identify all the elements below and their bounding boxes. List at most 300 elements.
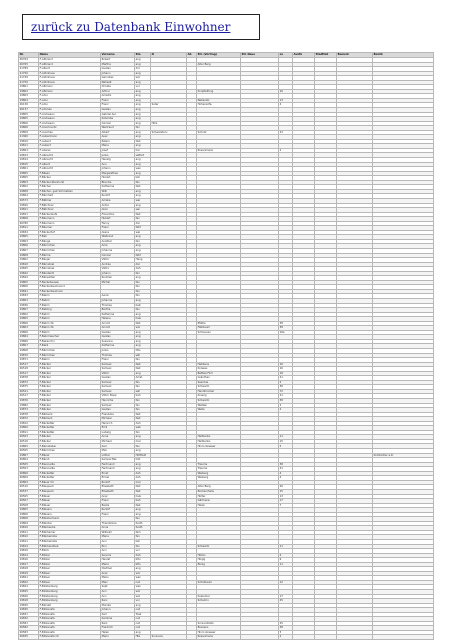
table-cell: 19804 <box>19 148 39 153</box>
table-cell: 19810 <box>19 139 39 144</box>
table-cell: F-Bärmchen <box>39 353 101 358</box>
table-cell: 25 <box>279 621 293 626</box>
table-cell: vor <box>135 549 151 554</box>
table-cell: mal <box>135 480 151 485</box>
table-cell: fan <box>135 403 151 408</box>
table-cell: Wertraud <box>101 126 135 131</box>
table-cell: 26804 <box>19 458 39 463</box>
table-cell: ang <box>135 298 151 303</box>
table-cell: 19836 <box>19 303 39 308</box>
table-cell: bHs <box>135 562 151 567</box>
table-cell: 19873 <box>19 408 39 413</box>
table-cell: F-Bäsen <box>39 171 101 176</box>
table-cell: Weißen <box>197 403 241 408</box>
table-cell: Hinro Greeser <box>197 630 241 635</box>
table-cell: Nahseit <box>101 80 135 85</box>
table-cell: Max <box>101 449 135 454</box>
table-row <box>19 635 434 640</box>
table-cell: Rudolan <box>101 276 135 281</box>
table-cell: 19870 <box>19 353 39 358</box>
table-cell: fan <box>135 430 151 435</box>
table-cell: F-Bärnstaber <box>39 444 101 449</box>
table-cell: F-Bläuhermann <box>39 517 101 522</box>
table-cell: 38 <box>279 462 293 467</box>
table-cell: Wilhelm <box>101 530 135 535</box>
table-cell: 38 <box>279 399 293 404</box>
table-cell: 9 <box>279 558 293 563</box>
table-cell: Gernotes <box>101 76 135 81</box>
table-cell: F-Allbrand <box>39 58 101 63</box>
residents-table <box>18 52 434 640</box>
table-cell: F-Bebrmescher <box>39 335 101 340</box>
table-cell: Aloin <box>101 208 135 213</box>
table-cell: 13 <box>279 494 293 499</box>
table-cell: Knaulg <box>197 394 241 399</box>
table-cell: Ferdinand <box>101 467 135 472</box>
table-cell: dar <box>135 221 151 226</box>
column-header: Bemerk <box>337 53 373 58</box>
table-cell: 19805 <box>19 171 39 176</box>
table-cell: F-Bläuer <box>39 494 101 499</box>
table-cell: 26516 <box>19 439 39 444</box>
table-cell: F-Beckerbaumannd <box>39 285 101 290</box>
table-cell: F-Altmann <box>39 85 101 90</box>
table-cell: 21750 <box>19 80 39 85</box>
table-cell: 19811 <box>19 530 39 535</box>
table-cell: fast <box>135 417 151 422</box>
table-cell: Rani <box>101 621 135 626</box>
table-cell: Friedrich <box>101 626 135 631</box>
table-cell: Monika <box>101 603 135 608</box>
table-cell: 19807 <box>19 344 39 349</box>
table-cell: nat <box>135 621 151 626</box>
table-cell: F-Bäcker <box>39 367 101 372</box>
table-cell: 15 <box>279 439 293 444</box>
table-cell: Kahoribe <box>101 117 135 122</box>
table-cell: fan <box>135 280 151 285</box>
table-cell: ang <box>135 94 151 99</box>
table-cell: 19815 <box>19 162 39 167</box>
table-cell: Gustav <box>101 67 135 72</box>
table-cell: fast <box>135 367 151 372</box>
table-cell: Blondie <box>101 180 135 185</box>
table-cell: F-Blöstenberg <box>39 594 101 599</box>
table-cell: Hubart <box>101 217 135 222</box>
table-cell: 19804 <box>19 194 39 199</box>
table-cell: Samuel <box>101 403 135 408</box>
table-cell: 21749 <box>19 76 39 81</box>
table-cell: ang <box>135 58 151 63</box>
table-cell: fan <box>135 239 151 244</box>
table-cell: F-Bebm 3b <box>39 321 101 326</box>
table-cell: F-Blözenafe Ch <box>39 635 101 640</box>
table-cell: wak <box>135 426 151 431</box>
table-cell: Peters <box>101 139 135 144</box>
table-cell: Hubert <box>101 176 135 181</box>
table-cell: fan <box>135 517 151 522</box>
table-cell: Ama <box>101 244 135 249</box>
table-cell: Handbrücker <box>197 389 241 394</box>
table-cell: 36 <box>279 385 293 390</box>
table-cell: 26136 <box>19 103 39 108</box>
table-cell: Albert <box>101 130 135 135</box>
table-cell: Rudolf <box>101 508 135 513</box>
table-cell: Samuel <box>101 389 135 394</box>
table-cell: 19808 <box>19 217 39 222</box>
table-cell: F-Bäumann <box>39 217 101 222</box>
table-cell: F-Bebm <box>39 294 101 299</box>
table-cell: ang <box>135 371 151 376</box>
table-cell: 19806 <box>19 285 39 290</box>
table-cell: 19804 <box>19 98 39 103</box>
table-cell: F-Bäumann <box>39 221 101 226</box>
table-cell: 19878 <box>19 376 39 381</box>
table-cell: Hta <box>135 635 151 640</box>
table-cell: Franz <box>101 512 135 517</box>
table-cell: 19808 <box>19 349 39 354</box>
table-cell: dol <box>135 67 151 72</box>
table-cell: 19824 <box>19 585 39 590</box>
table-cell: F-Bäcker <box>39 385 101 390</box>
table-cell: fast <box>135 321 151 326</box>
table-cell: fan <box>135 544 151 549</box>
table-cell: Hügig <box>197 558 241 563</box>
table-cell: F-Bäckerlaufe <box>39 212 101 217</box>
table-cell: F-Blärhamer <box>39 530 101 535</box>
table-cell: ang <box>135 98 151 103</box>
table-cell: F-Blözenafe <box>39 626 101 631</box>
column-header: Str. Neue <box>241 53 279 58</box>
table-cell: F-Bärsh <box>39 458 101 463</box>
table-cell: 19808 <box>19 189 39 194</box>
table-cell: F-Bärnstoel <box>39 267 101 272</box>
table-cell: Gustav <box>101 376 135 381</box>
table-cell: F-Bärbeck <box>39 417 101 422</box>
table-cell: 16 <box>279 89 293 94</box>
table-cell: Franz <box>101 103 135 108</box>
table-cell: 26804 <box>19 480 39 485</box>
table-cell: 38 <box>279 326 293 331</box>
table-cell: seh <box>135 353 151 358</box>
table-cell: F-Allbrand <box>39 62 101 67</box>
table-cell: 19841 <box>19 289 39 294</box>
table-cell: 19832 <box>19 617 39 622</box>
table-cell: F-Bätchner <box>39 208 101 213</box>
table-cell: 19814 <box>19 158 39 163</box>
table-cell: Rosenmarie <box>197 148 241 153</box>
table-cell: F-Bäcker <box>39 435 101 440</box>
table-cell <box>187 635 197 640</box>
table-cell: seh <box>135 389 151 394</box>
table-cell: Bertha <box>101 308 135 313</box>
table-cell: F-Bätmer <box>39 198 101 203</box>
table-cell: ang <box>135 567 151 572</box>
table-cell: 19807 <box>19 248 39 253</box>
table-cell: 19844 <box>19 276 39 281</box>
table-cell: Gustav <box>101 408 135 413</box>
table-cell: F-Altmann <box>39 89 101 94</box>
table-cell: F-Blözenafe <box>39 621 101 626</box>
table-cell: Robert <box>101 58 135 63</box>
table-cell: ang <box>135 121 151 126</box>
table-cell: Schülbaum <box>197 580 241 585</box>
table-cell: Hüten <box>197 553 241 558</box>
table-cell: F-Bali <box>39 235 101 240</box>
table-cell: 19803 <box>19 239 39 244</box>
table-cell: 21789 <box>19 67 39 72</box>
table-cell: 19830 <box>19 603 39 608</box>
table-cell: ang <box>135 435 151 440</box>
table-cell: 19802 <box>19 185 39 190</box>
table-cell: Rudolf <box>101 194 135 199</box>
table-cell: 19875 <box>19 385 39 390</box>
table-cell: nat <box>135 626 151 631</box>
table-cell: ang <box>135 235 151 240</box>
table-cell: Katharina <box>101 344 135 349</box>
table-cell: Alter Berg <box>197 62 241 67</box>
table-cell: Anar <box>101 571 135 576</box>
table-cell: Willi <box>101 189 135 194</box>
table-cell: Josef <box>101 148 135 153</box>
table-cell: 19816 <box>19 558 39 563</box>
table-cell: fan <box>135 294 151 299</box>
table-cell: Anu <box>101 162 135 167</box>
back-to-database-link[interactable]: zurück zu Datenbank Einwohner <box>31 20 231 34</box>
table-cell: 19821 <box>19 212 39 217</box>
table-cell: F-Bläuer <box>39 499 101 504</box>
table-cell: 19813 <box>19 153 39 158</box>
table-cell: F-Aubert <box>39 144 101 149</box>
table-cell: 19806 <box>19 244 39 249</box>
table-cell: ang <box>135 467 151 472</box>
table-cell: F-Aldinhaus <box>39 71 101 76</box>
table-cell: 72 <box>279 389 293 394</box>
table-cell: Welle <box>197 408 241 413</box>
table-cell <box>241 635 279 640</box>
table-cell: F-Bländer <box>39 521 101 526</box>
table-cell: Hellbanks <box>197 435 241 440</box>
table-cell: 19803 <box>19 94 39 99</box>
table-cell: Gustav <box>101 108 135 113</box>
table-cell: F-Andreaen <box>39 121 101 126</box>
column-header: Bezirk <box>373 53 434 58</box>
table-cell: Knisses <box>197 367 241 372</box>
table-cell: fast <box>135 139 151 144</box>
table-cell: Michael <box>101 417 135 422</box>
table-cell: 19803 <box>19 298 39 303</box>
table-cell: F-Blöser <box>39 580 101 585</box>
table-cell: Rani <box>101 599 135 604</box>
column-header: ex <box>279 53 293 58</box>
table-cell: dah <box>135 553 151 558</box>
table-cell: 19807 <box>19 453 39 458</box>
table-cell: 19806 <box>19 126 39 131</box>
table-cell: 19809 <box>19 521 39 526</box>
table-cell: 19822 <box>19 580 39 585</box>
table-cell: ang <box>135 339 151 344</box>
table-cell: Emil <box>101 426 135 431</box>
table-cell: Katharina <box>101 185 135 190</box>
table-cell: Amst <box>135 376 151 381</box>
table-cell: Viktor Bopp <box>101 394 135 399</box>
table-cell: F-Bäuer <box>39 453 101 458</box>
table-cell: Katharina <box>101 312 135 317</box>
table-cell: 26764 <box>19 58 39 63</box>
table-cell: 2 <box>279 403 293 408</box>
table-cell: Auer <box>101 135 135 140</box>
table-cell: Franziska <box>101 412 135 417</box>
table-cell: 26505 <box>19 449 39 454</box>
table-cell: F-Albrecht <box>39 158 101 163</box>
table-cell: 4 <box>279 103 293 108</box>
table-cell: 26835 <box>19 635 39 640</box>
column-header: Ab <box>187 53 197 58</box>
table-cell: Hebbens <box>197 362 241 367</box>
table-cell: 16 <box>279 362 293 367</box>
table-cell: Herzat <box>101 558 135 563</box>
table-cell: Gustav <box>101 330 135 335</box>
table-cell: F-Andreaen <box>39 117 101 122</box>
table-cell: F-Bärnstoel <box>39 262 101 267</box>
table-cell: 26505 <box>19 462 39 467</box>
table-cell: F-Bäcker <box>39 399 101 404</box>
table-cell: wan <box>135 585 151 590</box>
table-cell: F-Blöser <box>39 567 101 572</box>
table-cell: ang <box>135 162 151 167</box>
table-cell: ang <box>135 508 151 513</box>
table-cell: beln <box>135 303 151 308</box>
table-cell: Johanna <box>101 248 135 253</box>
table-cell: 19801 <box>19 167 39 172</box>
table-cell: Sonnenfelds <box>197 621 241 626</box>
table-cell: Bettels Firm <box>197 371 241 376</box>
table-cell: 19821 <box>19 208 39 213</box>
table-cell: Dietmel <box>101 567 135 572</box>
table-cell: F-Bäuer Ch <box>39 480 101 485</box>
table-cell: dar <box>135 262 151 267</box>
table-cell: ang <box>135 512 151 517</box>
table-cell: Lothar <box>101 453 135 458</box>
table-cell: Servois <box>101 553 135 558</box>
table-cell: Carnier <box>101 121 135 126</box>
table-cell: 19817 <box>19 562 39 567</box>
table-cell: F-Bläuer <box>39 503 101 508</box>
table-cell: fan <box>135 408 151 413</box>
table-cell: Rini <box>101 544 135 549</box>
table-cell: F-Bätchner <box>39 203 101 208</box>
table-cell: mal <box>135 439 151 444</box>
table-cell: Anna <box>101 526 135 531</box>
table-cell: 19803 <box>19 180 39 185</box>
table-cell: 11 <box>279 562 293 567</box>
table-cell: Thomas <box>101 303 135 308</box>
table-cell: hild <box>135 458 151 463</box>
table-cell: 19866 <box>19 339 39 344</box>
table-cell: Schleusen <box>197 330 241 335</box>
table-cell: F-Bäcker <box>39 403 101 408</box>
table-cell: 26503 <box>19 435 39 440</box>
table-cell: dah <box>135 476 151 481</box>
table-cell: F-Bärmchen <box>39 248 101 253</box>
table-cell: 25 <box>279 599 293 604</box>
table-cell: Anar <box>101 494 135 499</box>
table-cell: 19845 <box>19 267 39 272</box>
table-cell: ang <box>135 108 151 113</box>
table-cell: 26809 <box>19 476 39 481</box>
table-cell: 19833 <box>19 294 39 299</box>
table-cell: Carnier <box>101 253 135 258</box>
table-cell: F-Bäcker <box>39 176 101 181</box>
table-cell: Marie <box>101 562 135 567</box>
table-cell: ang <box>135 158 151 163</box>
table-cell: F-Amo <box>39 103 101 108</box>
table-cell: 26581 <box>19 621 39 626</box>
table-cell: Johann <box>101 271 135 276</box>
table-cell: 19876 <box>19 399 39 404</box>
column-header: Ausfü <box>293 53 315 58</box>
table-cell: ang <box>135 330 151 335</box>
table-cell: F-Blözenafe <box>39 630 101 635</box>
table-cell: ang <box>135 276 151 281</box>
column-header: Name <box>39 53 101 58</box>
table-cell: 26521 <box>19 389 39 394</box>
table-cell: 19808 <box>19 253 39 258</box>
table-cell: 19807 <box>19 308 39 313</box>
table-cell: 26806 <box>19 471 39 476</box>
table-cell: 19818 <box>19 567 39 572</box>
table-cell: Arnold <box>101 321 135 326</box>
table-cell: Maria <box>101 535 135 540</box>
table-cell: nat <box>135 617 151 622</box>
table-cell: Hinro Greeser <box>197 444 241 449</box>
table-cell: 5 <box>279 630 293 635</box>
table-cell: ang <box>135 630 151 635</box>
table-cell: F-Anschnurtz <box>39 126 101 131</box>
table-cell: 26510 <box>19 485 39 490</box>
table-cell: Johann <box>101 71 135 76</box>
table-cell: Beeta <box>101 503 135 508</box>
table-cell: ang <box>135 112 151 117</box>
table-cell: 19878 <box>19 412 39 417</box>
table-cell: Ebnig <box>197 562 241 567</box>
table-cell: F-Blöstenberg <box>39 589 101 594</box>
table-cell: Theodolinie <box>101 521 135 526</box>
table-cell: Ferdinand <box>101 462 135 467</box>
table-cell: ang <box>135 449 151 454</box>
table-cell: Samuel Bar. <box>101 458 135 463</box>
table-cell: fan <box>135 358 151 363</box>
table-cell: fast <box>135 489 151 494</box>
table-cell: 21360 <box>19 135 39 140</box>
table-cell: Johann <box>101 167 135 172</box>
column-header: Nr. <box>19 53 39 58</box>
table-cell: F-Blöstenberg <box>39 599 101 604</box>
table-cell: Viktor <box>101 258 135 263</box>
table-cell: 19800 <box>19 426 39 431</box>
table-cell: F-Bärbeck <box>39 412 101 417</box>
table-cell: F-Bärme <box>39 253 101 258</box>
table-cell: 26518 <box>19 367 39 372</box>
table-cell: F-Bäumer <box>39 226 101 231</box>
table-cell: fast <box>135 412 151 417</box>
table-cell: hals <box>135 317 151 322</box>
table-cell: 23 <box>279 130 293 135</box>
table-cell: 21750 <box>19 71 39 76</box>
table-cell: fast <box>135 185 151 190</box>
table-cell: F-Bäcker <box>39 408 101 413</box>
table-cell: Margarethes <box>101 171 135 176</box>
table-cell: wen <box>135 167 151 172</box>
